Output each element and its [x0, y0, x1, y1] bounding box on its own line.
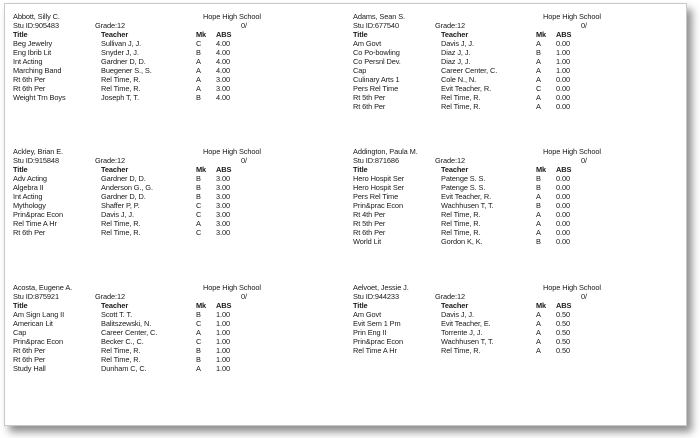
- school-name: Hope High School: [543, 283, 601, 292]
- course-title: Rt 5th Per: [353, 220, 386, 228]
- student-grade: Grade:12: [95, 292, 126, 301]
- course-mark: A: [536, 192, 541, 201]
- course-row: [353, 49, 673, 58]
- course-title: Mythology: [13, 202, 46, 210]
- student-name: Aelvoet, Jessie J.: [353, 283, 409, 292]
- course-teacher: Gardner D, D.: [101, 175, 146, 183]
- school-name: Hope High School: [543, 147, 601, 156]
- course-mark: C: [196, 201, 202, 210]
- student-card: [353, 148, 673, 276]
- student-id: Stu ID:915848: [13, 156, 59, 165]
- course-mark: C: [196, 337, 202, 346]
- record-of: 0/: [241, 292, 247, 301]
- record-of: 0/: [581, 292, 587, 301]
- course-title: Am Govt: [353, 311, 382, 319]
- student-card: [353, 284, 673, 412]
- course-teacher: Rel Time, R.: [441, 211, 481, 219]
- course-teacher: Rel Time, R.: [101, 229, 141, 237]
- course-title: Rt 6th Per: [13, 356, 46, 364]
- col-teacher-header: Teacher: [441, 166, 469, 174]
- student-grade: Grade:12: [95, 21, 126, 30]
- course-row: [13, 76, 333, 85]
- record-of: 0/: [241, 21, 247, 30]
- course-teacher: Torrente J, J.: [441, 329, 483, 337]
- course-title: Co Po-bowling: [353, 49, 400, 57]
- student-id: Stu ID:677540: [353, 21, 399, 30]
- course-abs: 4.00: [216, 39, 230, 48]
- course-mark: A: [196, 84, 201, 93]
- course-mark: B: [536, 48, 541, 57]
- course-row: [353, 202, 673, 211]
- student-name: Ackley, Brian E.: [13, 147, 64, 156]
- course-title: Rt 4th Per: [353, 211, 386, 219]
- course-row: [353, 76, 673, 85]
- course-title: Cap: [13, 329, 27, 337]
- course-abs: 0.50: [556, 337, 570, 346]
- course-title: Rel Time A Hr: [13, 220, 57, 228]
- col-title-header: Title: [353, 31, 368, 39]
- col-teacher-header: Teacher: [101, 31, 129, 39]
- course-abs: 3.00: [216, 219, 230, 228]
- course-teacher: Diaz J, J.: [441, 58, 471, 66]
- course-teacher: Rel Time, R.: [101, 220, 141, 228]
- course-mark: B: [196, 310, 201, 319]
- course-row: [353, 211, 673, 220]
- course-mark: A: [196, 328, 201, 337]
- course-mark: A: [536, 346, 541, 355]
- course-teacher: Davis J, J.: [101, 211, 134, 219]
- course-teacher: Buegener S., S.: [101, 67, 152, 75]
- course-title: Rel Time A Hr: [353, 347, 397, 355]
- course-abs: 0.00: [556, 102, 570, 111]
- course-mark: B: [536, 201, 541, 210]
- school-name: Hope High School: [203, 12, 261, 21]
- course-mark: A: [536, 319, 541, 328]
- student-name: Abbott, Silly C.: [13, 12, 60, 21]
- course-abs: 3.00: [216, 174, 230, 183]
- course-teacher: Patenge S. S.: [441, 184, 486, 192]
- course-title: Prin&prac Econ: [353, 338, 403, 346]
- course-mark: B: [196, 183, 201, 192]
- course-title: Int Acting: [13, 193, 43, 201]
- course-abs: 1.00: [216, 328, 230, 337]
- course-row: [13, 49, 333, 58]
- record-of: 0/: [581, 21, 587, 30]
- course-mark: A: [536, 93, 541, 102]
- course-abs: 3.00: [216, 210, 230, 219]
- course-title: Rt 6th Per: [353, 103, 386, 111]
- course-row: [13, 85, 333, 94]
- course-mark: C: [196, 228, 202, 237]
- course-teacher: Balitszewski, N.: [101, 320, 152, 328]
- course-mark: A: [196, 75, 201, 84]
- course-mark: C: [196, 319, 202, 328]
- course-abs: 0.00: [556, 75, 570, 84]
- course-row: [13, 94, 333, 103]
- course-abs: 0.00: [556, 174, 570, 183]
- course-abs: 0.00: [556, 192, 570, 201]
- course-row: [353, 94, 673, 103]
- course-row: [13, 365, 333, 374]
- col-teacher-header: Teacher: [101, 166, 129, 174]
- course-title: Am Sign Lang II: [13, 311, 65, 319]
- record-of: 0/: [241, 156, 247, 165]
- col-abs-header: ABS: [556, 30, 572, 39]
- col-mk-header: Mk: [196, 301, 207, 310]
- course-mark: A: [536, 219, 541, 228]
- course-title: American Lit: [13, 320, 53, 328]
- course-title: Weight Trn Boys: [13, 94, 66, 102]
- col-mk-header: Mk: [536, 165, 547, 174]
- course-abs: 3.00: [216, 183, 230, 192]
- course-title: Prin&prac Econ: [13, 338, 63, 346]
- course-teacher: Becker C., C.: [101, 338, 144, 346]
- course-title: Prin&prac Econ: [13, 211, 63, 219]
- course-abs: 0.00: [556, 228, 570, 237]
- col-abs-header: ABS: [216, 301, 232, 310]
- col-teacher-header: Teacher: [441, 302, 469, 310]
- student-name: Addington, Paula M.: [353, 147, 418, 156]
- course-mark: A: [196, 66, 201, 75]
- course-abs: 0.50: [556, 310, 570, 319]
- course-teacher: Snyder J, J.: [101, 49, 139, 57]
- student-id: Stu ID:944233: [353, 292, 399, 301]
- course-abs: 1.00: [216, 337, 230, 346]
- course-mark: B: [536, 237, 541, 246]
- course-mark: A: [536, 337, 541, 346]
- course-row: [353, 58, 673, 67]
- course-row: [13, 202, 333, 211]
- student-id: Stu ID:905483: [13, 21, 59, 30]
- student-card: [13, 148, 333, 276]
- course-abs: 0.50: [556, 346, 570, 355]
- course-teacher: Diaz J, J.: [441, 49, 471, 57]
- student-card: [13, 284, 333, 412]
- course-title: Pers Rel Time: [353, 85, 399, 93]
- course-title: Prin&prac Econ: [353, 202, 403, 210]
- school-name: Hope High School: [203, 147, 261, 156]
- student-grade: Grade:12: [95, 156, 126, 165]
- course-title: Rt 6th Per: [13, 85, 46, 93]
- course-abs: 4.00: [216, 93, 230, 102]
- course-abs: 0.50: [556, 319, 570, 328]
- course-row: [13, 338, 333, 347]
- course-row: [13, 211, 333, 220]
- course-row: [353, 238, 673, 247]
- course-abs: 3.00: [216, 228, 230, 237]
- course-teacher: Shaffer P, P.: [101, 202, 140, 210]
- course-abs: 1.00: [556, 48, 570, 57]
- course-row: [353, 103, 673, 112]
- course-teacher: Evit Teacher, R.: [441, 85, 492, 93]
- course-teacher: Wachhusen T, T.: [441, 202, 494, 210]
- course-teacher: Patenge S. S.: [441, 175, 486, 183]
- course-abs: 0.00: [556, 84, 570, 93]
- course-row: [353, 40, 673, 49]
- course-abs: 3.00: [216, 192, 230, 201]
- course-teacher: Davis J, J.: [441, 40, 474, 48]
- course-teacher: Dunham C, C.: [101, 365, 147, 373]
- course-abs: 4.00: [216, 66, 230, 75]
- course-mark: C: [196, 39, 202, 48]
- course-title: Marching Band: [13, 67, 62, 75]
- course-teacher: Davis J, J.: [441, 311, 474, 319]
- course-title: Eng Ibrib Lit: [13, 49, 52, 57]
- course-abs: 1.00: [556, 57, 570, 66]
- course-row: [353, 229, 673, 238]
- course-title: Cap: [353, 67, 367, 75]
- col-title-header: Title: [13, 166, 28, 174]
- course-mark: B: [196, 355, 201, 364]
- course-row: [353, 320, 673, 329]
- course-mark: A: [536, 39, 541, 48]
- course-teacher: Evit Teacher, R.: [441, 193, 492, 201]
- course-row: [13, 184, 333, 193]
- course-abs: 0.00: [556, 201, 570, 210]
- course-abs: 4.00: [216, 48, 230, 57]
- course-row: [13, 193, 333, 202]
- course-title: Beg Jewelry: [13, 40, 53, 48]
- course-row: [353, 85, 673, 94]
- student-grade: Grade:12: [435, 292, 466, 301]
- school-name: Hope High School: [203, 283, 261, 292]
- col-title-header: Title: [13, 302, 28, 310]
- course-mark: A: [196, 364, 201, 373]
- course-mark: B: [196, 174, 201, 183]
- course-title: Co Persnl Dev.: [353, 58, 401, 66]
- col-mk-header: Mk: [196, 165, 207, 174]
- course-title: Algebra II: [13, 184, 44, 192]
- course-title: Rt 6th Per: [13, 347, 46, 355]
- course-abs: 0.00: [556, 219, 570, 228]
- course-teacher: Rel Time, R.: [101, 76, 141, 84]
- col-abs-header: ABS: [556, 165, 572, 174]
- course-teacher: Rel Time, R.: [441, 347, 481, 355]
- course-teacher: Rel Time, R.: [101, 85, 141, 93]
- course-mark: A: [196, 219, 201, 228]
- course-teacher: Rel Time, R.: [441, 220, 481, 228]
- course-teacher: Cole N., N.: [441, 76, 477, 84]
- course-teacher: Career Center, C.: [101, 329, 158, 337]
- student-name: Adams, Sean S.: [353, 12, 406, 21]
- course-mark: B: [536, 183, 541, 192]
- course-row: [353, 184, 673, 193]
- course-mark: A: [536, 210, 541, 219]
- col-abs-header: ABS: [216, 165, 232, 174]
- course-teacher: Sullivan J, J.: [101, 40, 142, 48]
- course-title: Rt 6th Per: [13, 229, 46, 237]
- course-abs: 0.00: [556, 39, 570, 48]
- course-mark: B: [196, 48, 201, 57]
- col-abs-header: ABS: [216, 30, 232, 39]
- course-mark: A: [536, 102, 541, 111]
- course-row: [353, 338, 673, 347]
- course-row: [13, 58, 333, 67]
- course-teacher: Evit Teacher, E.: [441, 320, 491, 328]
- course-abs: 0.50: [556, 328, 570, 337]
- course-abs: 3.00: [216, 201, 230, 210]
- course-mark: A: [196, 57, 201, 66]
- col-mk-header: Mk: [196, 30, 207, 39]
- student-id: Stu ID:871686: [353, 156, 399, 165]
- course-mark: A: [536, 328, 541, 337]
- course-title: Study Hall: [13, 365, 46, 373]
- student-id: Stu ID:875921: [13, 292, 59, 301]
- student-card: [13, 13, 333, 141]
- course-row: [353, 67, 673, 76]
- course-row: [13, 67, 333, 76]
- course-teacher: Career Center, C.: [441, 67, 498, 75]
- col-title-header: Title: [353, 302, 368, 310]
- course-abs: 1.00: [216, 364, 230, 373]
- course-row: [353, 220, 673, 229]
- course-row: [13, 311, 333, 320]
- course-mark: A: [536, 310, 541, 319]
- course-row: [13, 329, 333, 338]
- course-abs: 3.00: [216, 75, 230, 84]
- col-title-header: Title: [353, 166, 368, 174]
- col-abs-header: ABS: [556, 301, 572, 310]
- course-abs: 0.00: [556, 237, 570, 246]
- col-teacher-header: Teacher: [101, 302, 129, 310]
- course-mark: B: [196, 346, 201, 355]
- course-abs: 1.00: [216, 310, 230, 319]
- course-row: [13, 356, 333, 365]
- course-row: [13, 175, 333, 184]
- course-row: [353, 175, 673, 184]
- course-title: Int Acting: [13, 58, 43, 66]
- course-teacher: Rel Time, R.: [101, 356, 141, 364]
- course-mark: B: [196, 192, 201, 201]
- course-mark: A: [536, 75, 541, 84]
- course-teacher: Rel Time, R.: [101, 347, 141, 355]
- course-teacher: Gardner D, D.: [101, 58, 146, 66]
- course-mark: A: [536, 57, 541, 66]
- course-row: [13, 229, 333, 238]
- course-row: [13, 40, 333, 49]
- course-mark: A: [536, 66, 541, 75]
- course-row: [13, 220, 333, 229]
- course-mark: B: [196, 93, 201, 102]
- course-abs: 0.00: [556, 210, 570, 219]
- course-abs: 1.00: [216, 346, 230, 355]
- course-teacher: Anderson G., G.: [101, 184, 153, 192]
- course-title: World Lit: [353, 238, 382, 246]
- student-grade: Grade:12: [435, 156, 466, 165]
- course-title: Adv Acting: [13, 175, 47, 183]
- col-title-header: Title: [13, 31, 28, 39]
- course-abs: 1.00: [556, 66, 570, 75]
- course-title: Rt 6th Per: [13, 76, 46, 84]
- course-abs: 3.00: [216, 84, 230, 93]
- student-card: [353, 13, 673, 141]
- course-row: [353, 311, 673, 320]
- course-row: [353, 193, 673, 202]
- course-row: [13, 347, 333, 356]
- course-teacher: Scott T. T.: [101, 311, 133, 319]
- course-teacher: Rel Time, R.: [441, 94, 481, 102]
- course-teacher: Rel Time, R.: [441, 229, 481, 237]
- student-grade: Grade:12: [435, 21, 466, 30]
- course-mark: B: [536, 174, 541, 183]
- course-title: Prin Eng II: [353, 329, 387, 337]
- col-mk-header: Mk: [536, 30, 547, 39]
- student-name: Acosta, Eugene A.: [13, 283, 73, 292]
- course-abs: 1.00: [216, 319, 230, 328]
- course-teacher: Wachhusen T, T.: [441, 338, 494, 346]
- col-mk-header: Mk: [536, 301, 547, 310]
- course-abs: 0.00: [556, 183, 570, 192]
- course-title: Am Govt: [353, 40, 382, 48]
- course-title: Culinary Arts 1: [353, 76, 400, 84]
- course-teacher: Rel Time, R.: [441, 103, 481, 111]
- report-page: [4, 3, 687, 426]
- course-title: Rt 5th Per: [353, 94, 386, 102]
- course-row: [353, 329, 673, 338]
- course-title: Evit Sem 1 Pm: [353, 320, 401, 328]
- course-abs: 1.00: [216, 355, 230, 364]
- course-title: Pers Rel Time: [353, 193, 399, 201]
- course-teacher: Joseph T, T.: [101, 94, 139, 102]
- course-mark: A: [536, 228, 541, 237]
- course-row: [13, 320, 333, 329]
- course-teacher: Gardner D, D.: [101, 193, 146, 201]
- school-name: Hope High School: [543, 12, 601, 21]
- course-title: Hero Hospit Ser: [353, 175, 405, 183]
- record-of: 0/: [581, 156, 587, 165]
- course-title: Rt 6th Per: [353, 229, 386, 237]
- course-mark: C: [536, 84, 542, 93]
- course-mark: C: [196, 210, 202, 219]
- course-row: [353, 347, 673, 356]
- course-abs: 0.00: [556, 93, 570, 102]
- course-teacher: Gordon K, K.: [441, 238, 483, 246]
- course-title: Hero Hospit Ser: [353, 184, 405, 192]
- course-abs: 4.00: [216, 57, 230, 66]
- col-teacher-header: Teacher: [441, 31, 469, 39]
